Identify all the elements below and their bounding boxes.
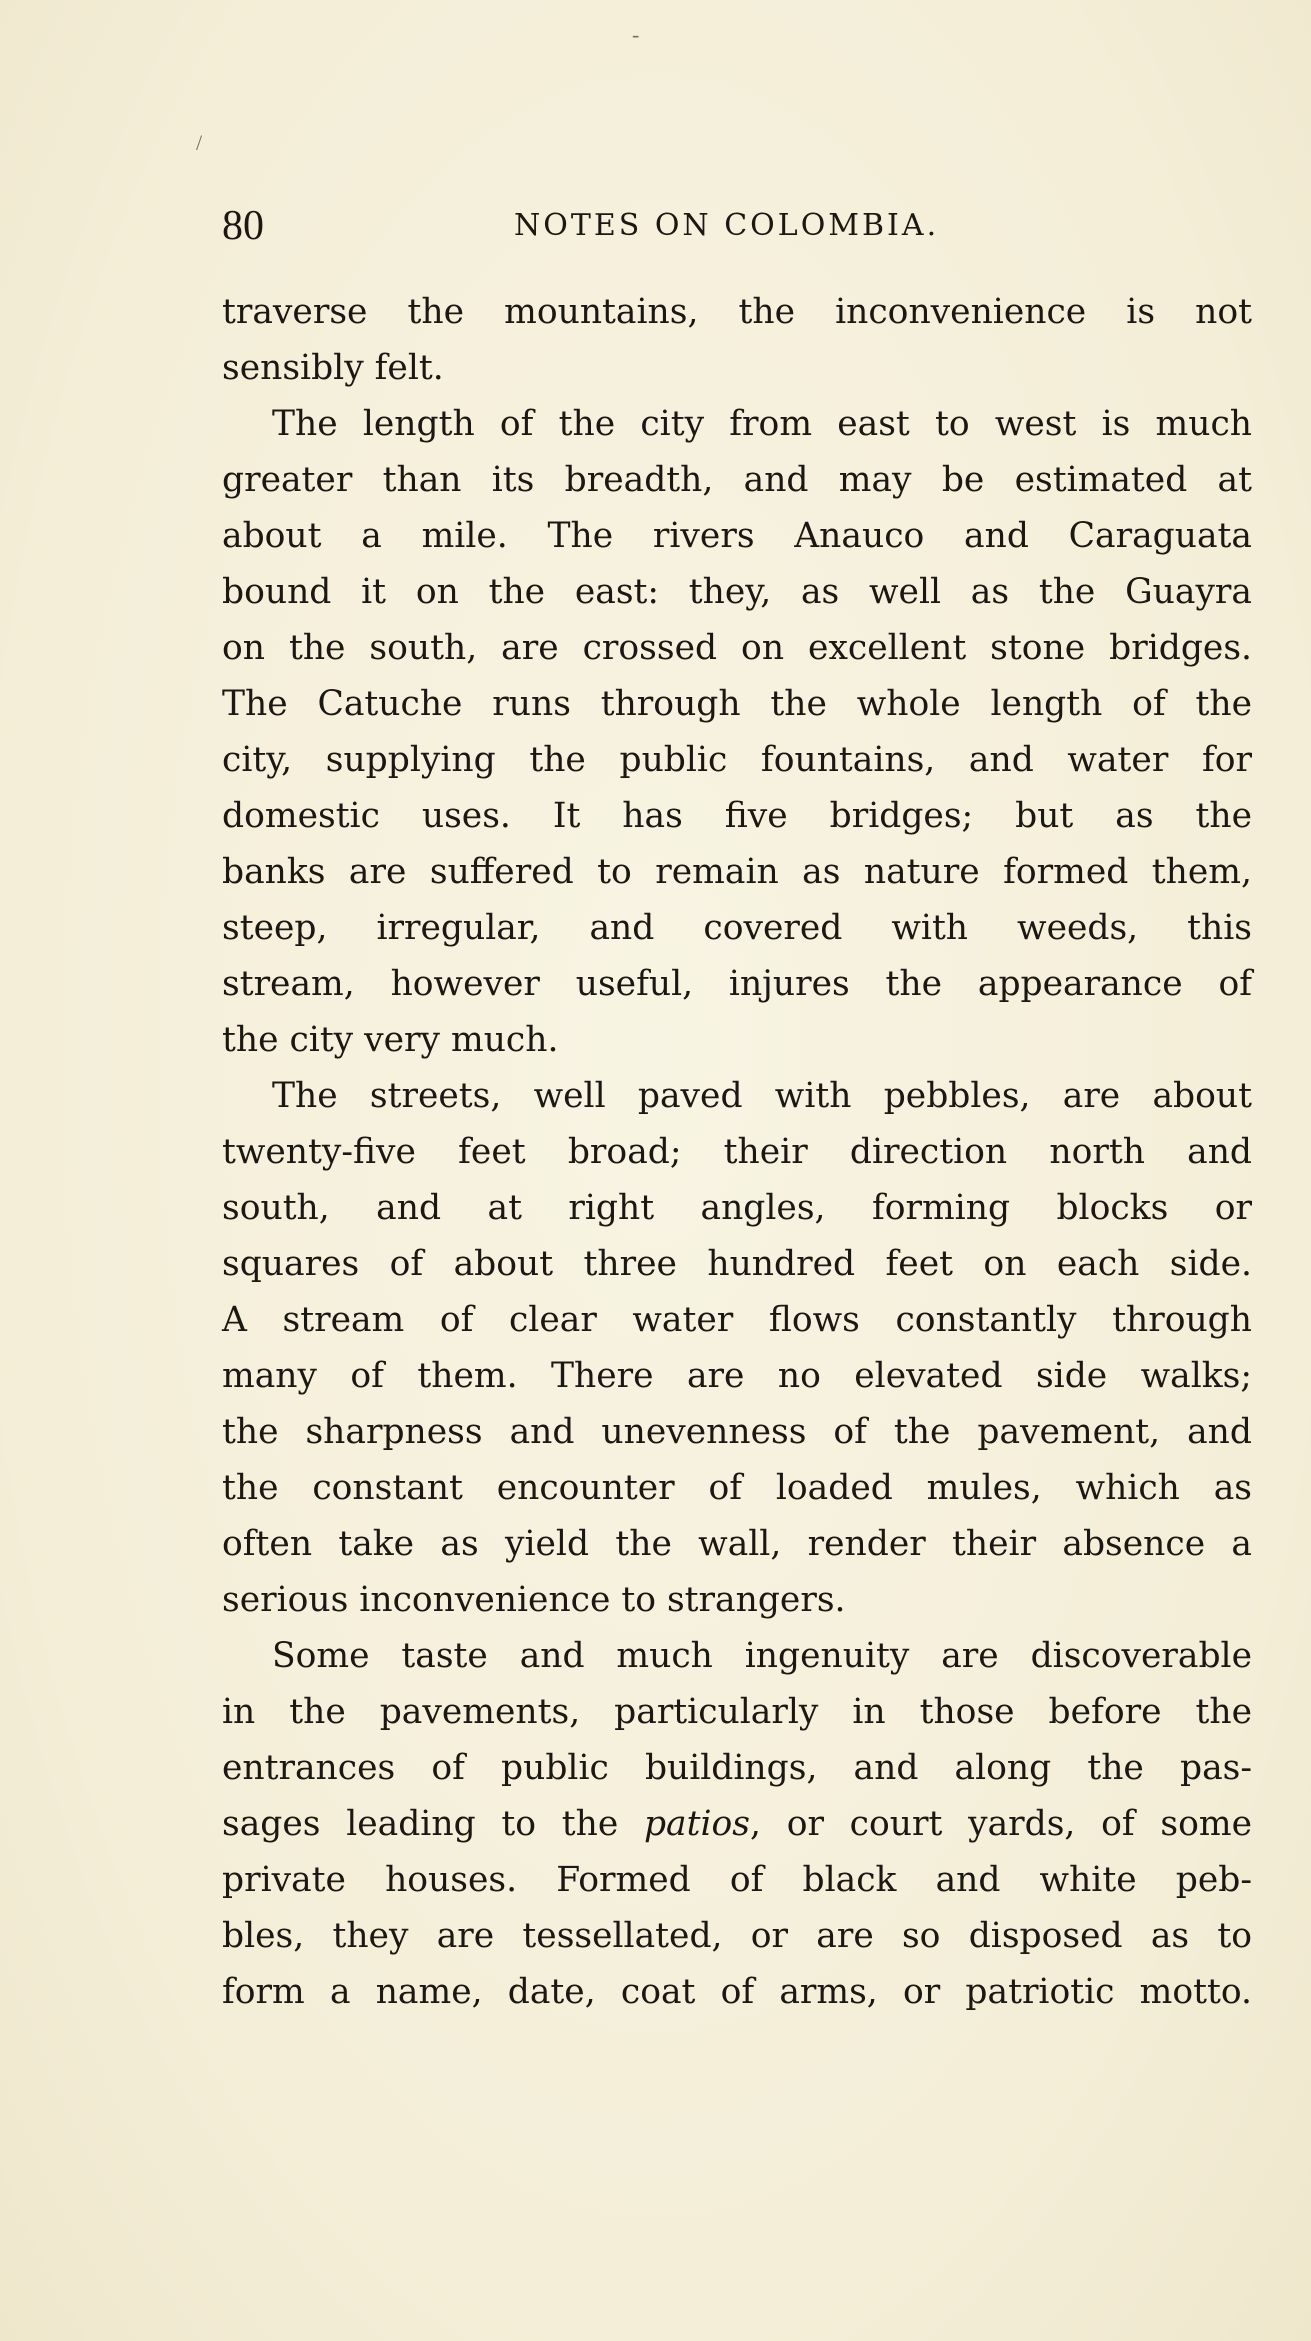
text-line: many of them. There are no elevated side walks; (222, 1356, 1252, 1396)
text-line: traverse the mountains, the inconvenience is not (222, 292, 1252, 332)
paragraph-start: Some taste and much ingenuity are discoverable (272, 1636, 1252, 1676)
text-line: The Catuche runs through the whole length of the (222, 684, 1252, 724)
text-line: often take as yield the wall, render their absence a (222, 1524, 1252, 1564)
running-head: NOTES ON COLOMBIA. (514, 208, 940, 243)
text-line: banks are suffered to remain as nature formed them, (222, 852, 1252, 892)
paragraph-start: The streets, well paved with pebbles, are about (272, 1076, 1252, 1116)
text-line: bound it on the east: they, as well as the Guayra (222, 572, 1252, 612)
text-line: A stream of clear water flows constantly through (222, 1300, 1252, 1340)
italic-term: patios (643, 1804, 750, 1844)
text-segment: , or court yards, of some (750, 1804, 1252, 1844)
text-line: private houses. Formed of black and white peb- (222, 1860, 1252, 1900)
text-line: greater than its breadth, and may be estimated at (222, 460, 1252, 500)
text-line: twenty-five feet broad; their direction north and (222, 1132, 1252, 1172)
text-line: the constant encounter of loaded mules, which as (222, 1468, 1252, 1508)
body-text (222, 284, 1252, 2020)
text-line: the sharpness and unevenness of the pavement, and (222, 1412, 1252, 1452)
text-segment: sages leading to the (222, 1804, 644, 1844)
text-line: form a name, date, coat of arms, or patriotic motto. (222, 1972, 1252, 2012)
text-line: on the south, are crossed on excellent stone bridges. (222, 628, 1252, 668)
text-line: the city very much. (222, 1020, 559, 1060)
stray-mark: / (196, 130, 203, 155)
text-line: domestic uses. It has five bridges; but as the (222, 796, 1252, 836)
paragraph-start: The length of the city from east to west is much (272, 404, 1252, 444)
text-line: sensibly felt. (222, 348, 444, 388)
text-line: stream, however useful, injures the appearance of (222, 964, 1252, 1004)
stray-mark: - (632, 22, 640, 47)
text-line: squares of about three hundred feet on each side. (222, 1244, 1252, 1284)
text-line: entrances of public buildings, and along the pas- (222, 1748, 1252, 1788)
text-line: serious inconvenience to strangers. (222, 1580, 846, 1620)
text-line: city, supplying the public fountains, and water for (222, 740, 1252, 780)
text-line: about a mile. The rivers Anauco and Caraguata (222, 516, 1252, 556)
text-line-with-italic (222, 1796, 1252, 1852)
page-number: 80 (222, 203, 264, 249)
text-line: bles, they are tessellated, or are so disposed as to (222, 1916, 1252, 1956)
page-header (222, 196, 1252, 256)
text-line: south, and at right angles, forming blocks or (222, 1188, 1252, 1228)
text-line: steep, irregular, and covered with weeds, this (222, 908, 1252, 948)
text-line: in the pavements, particularly in those before the (222, 1692, 1252, 1732)
